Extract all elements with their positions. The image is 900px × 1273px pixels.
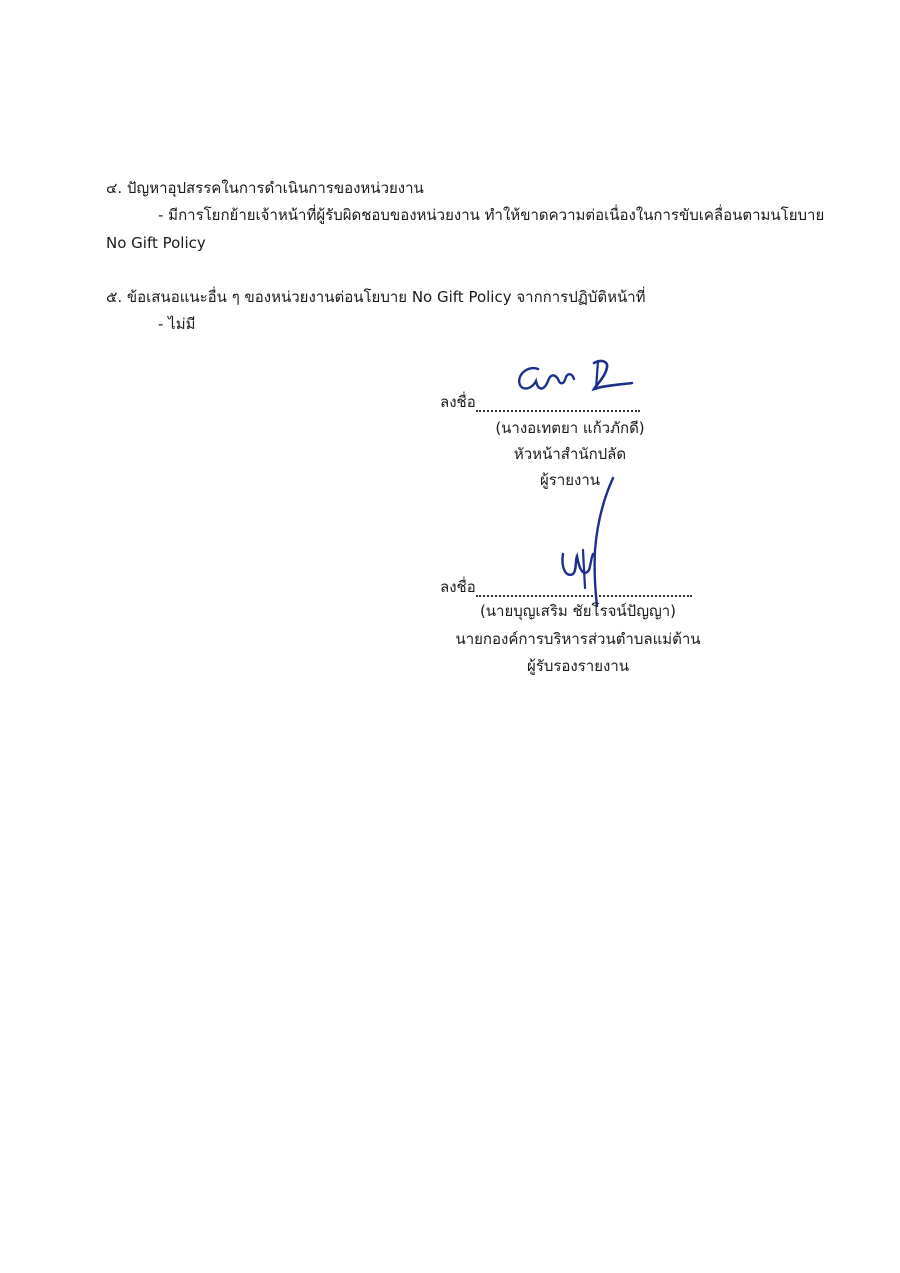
signature-2-role: ผู้รับรองรายงาน (526, 657, 630, 675)
section-4-bullet-line-1: - มีการโยกย้ายเจ้าหน้าที่ผู้รับผิดชอบของหน่วยงาน ทำให้ขาดความต่อเนื่องในการขับเคลื่อนตามนโยบาย (158, 206, 825, 224)
signature-1-handwritten-signature (510, 355, 650, 405)
section-4-heading: ๔. ปัญหาอุปสรรคในการดำเนินการของหน่วยงาน (106, 179, 424, 197)
signature-1-position: หัวหน้าสำนักปลัด (513, 445, 627, 463)
signature-2-handwritten-signature (555, 470, 635, 610)
signature-2-position: นายกองค์การบริหารส่วนตำบลแม่ต้าน (455, 630, 701, 648)
signature-1-label: ลงชื่อ (440, 393, 476, 411)
signature-1-name: (นางอเทตยา แก้วภักดี) (495, 419, 645, 437)
section-5-heading: ๕. ข้อเสนอแนะอื่น ๆ ของหน่วยงานต่อนโยบาย No Gift Policy จากการปฏิบัติหน้าที่ (106, 288, 646, 306)
signature-2-name: (นายบุญเสริม ชัยโรจน์ปัญญา) (479, 602, 677, 620)
signature-2-label: ลงชื่อ (440, 578, 476, 596)
signature-1-role: ผู้รายงาน (539, 471, 601, 489)
section-4-bullet-line-2: No Gift Policy (106, 234, 206, 252)
section-5-bullet: - ไม่มี (158, 315, 196, 333)
